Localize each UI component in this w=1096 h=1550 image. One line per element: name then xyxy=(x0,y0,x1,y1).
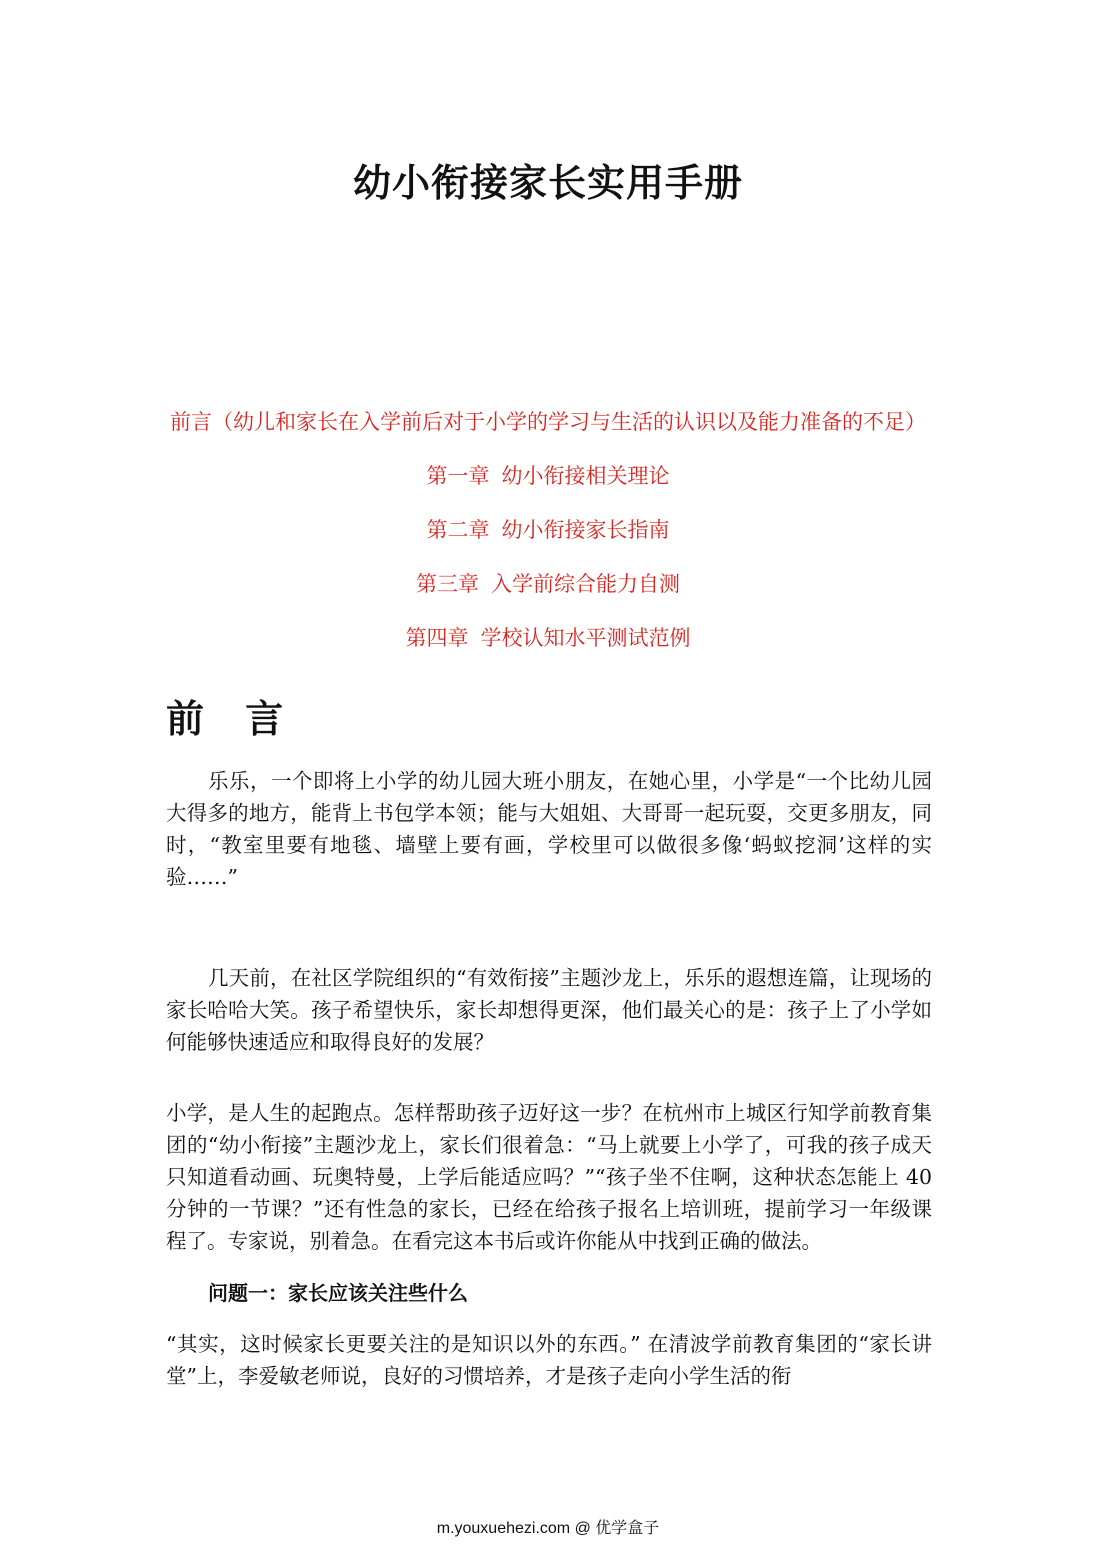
toc-item-preface[interactable] xyxy=(0,404,1096,458)
paragraph-4: “其实，这时候家长更要关注的是知识以外的东西。” 在清波学前教育集团的“家长讲堂”上，李爱敏老师说，良好的习惯培养，才是孩子走向小学生活的衔 xyxy=(166,1332,932,1388)
footer-watermark: m.youxuehezi.com @ 优学盒子 xyxy=(436,1520,660,1537)
toc-item-chapter-1[interactable] xyxy=(0,458,1096,512)
document-title: 幼小衔接家长实用手册 xyxy=(352,161,743,205)
preface-heading: 前 言 xyxy=(166,697,298,741)
toc-item-chapter-3[interactable] xyxy=(0,566,1096,620)
question-one-heading: 问题一：家长应该关注些什么 xyxy=(208,1281,468,1305)
toc-item-text: 入学前综合能力自测 xyxy=(491,572,680,596)
toc-item-label: 前言（幼儿和家长在入学前后对于小学的学习与生活的认识以及能力准备的不足） xyxy=(170,410,926,434)
toc-item-label: 第二章 xyxy=(426,518,490,542)
paragraph-2: 几天前，在社区学院组织的“有效衔接”主题沙龙上，乐乐的遐想连篇，让现场的家长哈哈大笑。孩子希望快乐，家长却想得更深，他们最关心的是：孩子上了小学如何能够快速适应和取得良好的发展？ xyxy=(166,966,932,1054)
toc-item-label: 第一章 xyxy=(426,464,490,488)
toc-item-label: 第三章 xyxy=(416,572,479,596)
table-of-contents xyxy=(0,404,1096,674)
paragraph-1: 乐乐，一个即将上小学的幼儿园大班小朋友，在她心里，小学是“一个比幼儿园大得多的地方，能背上书包学本领；能与大姐姐、大哥哥一起玩耍，交更多朋友，同时，“教室里要有地毯、墙壁上要有画，学校里可以做很多像‘蚂蚁挖洞’这样的实验……” xyxy=(166,769,932,889)
toc-item-chapter-2[interactable] xyxy=(0,512,1096,566)
paragraph-3: 小学，是人生的起跑点。怎样帮助孩子迈好这一步？在杭州市上城区行知学前教育集团的“幼小衔接”主题沙龙上，家长们很着急：“马上就要上小学了，可我的孩子成天只知道看动画、玩奥特曼，上学后能适应吗？”“孩子坐不住啊，这种状态怎能上 40 分钟的一节课？”还有性急的家长，已经在给孩子报名上培训班，提前学习一年级课程了。专家说，别着急。在看完这本书后或许你能从中找到正确的做法。 xyxy=(166,1101,932,1253)
toc-item-label: 第四章 xyxy=(405,626,469,650)
toc-item-text: 幼小衔接相关理论 xyxy=(501,464,670,488)
toc-item-text: 学校认知水平测试范例 xyxy=(480,626,691,650)
toc-item-text: 幼小衔接家长指南 xyxy=(501,518,670,542)
toc-item-chapter-4[interactable] xyxy=(0,620,1096,674)
